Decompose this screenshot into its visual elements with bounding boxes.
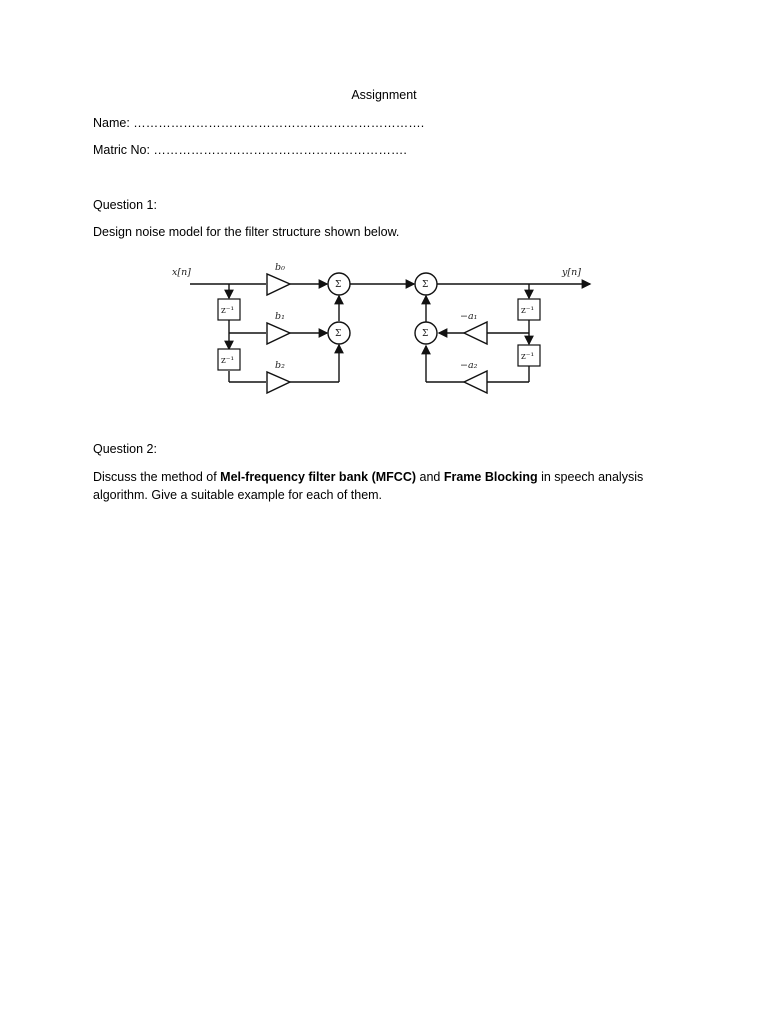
neg-a2-label: −a₂	[460, 360, 478, 371]
q2-text-part-2: and	[416, 470, 444, 484]
output-label: y[n]	[562, 267, 581, 278]
question-1-heading: Question 1:	[93, 198, 157, 212]
b2-label: b₂	[275, 360, 285, 371]
q2-text-part-1: Discuss the method of	[93, 470, 221, 484]
question-2-heading: Question 2:	[93, 442, 157, 456]
neg-a1-label: −a₁	[460, 311, 478, 322]
name-field-line: Name: …………………………………………………………….	[93, 116, 425, 130]
gain-a2-triangle	[464, 371, 487, 393]
gain-b0-triangle	[267, 274, 290, 295]
delay-label-left-2: z⁻¹	[221, 356, 235, 366]
q2-term-mfcc: Mel-frequency filter bank (MFCC)	[220, 470, 417, 484]
gain-a1-triangle	[464, 322, 487, 344]
b0-label: b₀	[275, 262, 285, 273]
b1-label: b₁	[275, 311, 285, 322]
delay-label-left-1: z⁻¹	[221, 306, 235, 316]
delay-label-right-2: z⁻¹	[521, 352, 535, 362]
gain-b2-triangle	[267, 372, 290, 393]
question-1-text: Design noise model for the filter structure shown below.	[93, 225, 400, 239]
question-2-text	[93, 468, 683, 504]
sum-symbol-3: Σ	[422, 280, 429, 290]
matric-field-line: Matric No: …………………………………………………….	[93, 143, 407, 157]
sum-symbol-2: Σ	[335, 329, 342, 339]
q2-term-frame-blocking: Frame Blocking	[443, 470, 538, 484]
filter-structure-diagram	[160, 258, 600, 406]
q2-text-part-3: in speech analysis algorithm. Give a suitable example for each of them.	[93, 470, 644, 502]
sum-symbol-4: Σ	[422, 329, 429, 339]
sum-symbol-1: Σ	[335, 280, 342, 290]
input-label: x[n]	[172, 267, 191, 278]
delay-label-right-1: z⁻¹	[521, 306, 535, 316]
gain-b1-triangle	[267, 323, 290, 344]
page-title: Assignment	[351, 88, 417, 102]
